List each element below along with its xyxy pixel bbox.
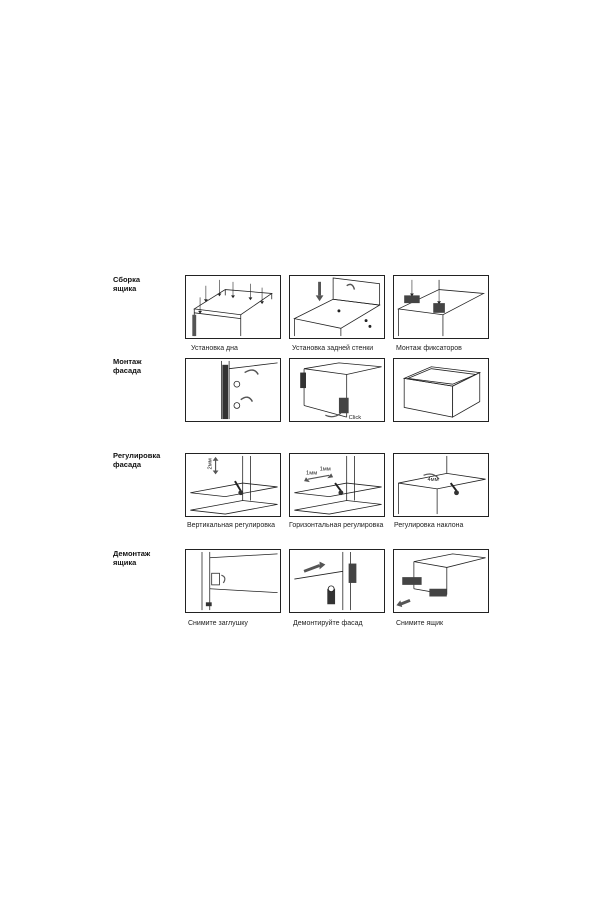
vertical-adjust-illustration — [186, 454, 280, 516]
front-mount-click-illustration — [290, 359, 384, 421]
panel-horizontal-adjust — [289, 453, 385, 517]
caption-remove-drawer: Снимите ящик — [396, 620, 444, 627]
caption-install-bottom: Установка дна — [191, 345, 238, 352]
click-label: Click — [348, 415, 362, 421]
panel-dismantle-front — [289, 549, 385, 613]
remove-cap-illustration — [186, 550, 280, 612]
horizontal-mm-label-1: 1мм — [306, 470, 318, 477]
panel-remove-cap — [185, 549, 281, 613]
panel-install-back-wall — [289, 275, 385, 339]
panel-tilt-adjust — [393, 453, 489, 517]
section-title-front-adjust: Регулировка фасада — [113, 451, 161, 469]
section-title-assembly: Сборка ящика — [113, 275, 141, 293]
fixators-illustration — [394, 276, 488, 338]
caption-dismantle-front: Демонтируйте фасад — [293, 620, 363, 627]
section-title-dismantle: Демонтаж ящика — [113, 549, 151, 567]
caption-vertical-adjust: Вертикальная регулировка — [187, 522, 276, 529]
caption-tilt-adjust: Регулировка наклона — [394, 522, 464, 529]
caption-install-back-wall: Установка задней стенки — [292, 345, 374, 352]
horizontal-adjust-illustration — [290, 454, 384, 516]
caption-horizontal-adjust: Горизонтальная регулировка — [289, 522, 384, 529]
panel-vertical-adjust — [185, 453, 281, 517]
finished-drawer-illustration — [394, 359, 488, 421]
remove-drawer-illustration — [394, 550, 488, 612]
tilt-mm-label: 4мм — [427, 477, 439, 484]
vertical-mm-label: 2мм — [207, 458, 214, 470]
front-mount-side-illustration — [186, 359, 280, 421]
panel-install-fixators — [393, 275, 489, 339]
panel-install-bottom — [185, 275, 281, 339]
caption-install-fixators: Монтаж фиксаторов — [396, 345, 462, 352]
back-wall-illustration — [290, 276, 384, 338]
panel-front-mount-3 — [393, 358, 489, 422]
drawer-bottom-illustration — [186, 276, 280, 338]
tilt-adjust-illustration — [394, 454, 488, 516]
panel-front-mount-1 — [185, 358, 281, 422]
horizontal-mm-label-2: 1мм — [319, 466, 331, 473]
caption-remove-cap: Снимите заглушку — [188, 620, 248, 627]
panel-remove-drawer — [393, 549, 489, 613]
section-title-front-mount: Монтаж фасада — [113, 357, 142, 375]
panel-front-mount-2 — [289, 358, 385, 422]
dismantle-front-illustration — [290, 550, 384, 612]
